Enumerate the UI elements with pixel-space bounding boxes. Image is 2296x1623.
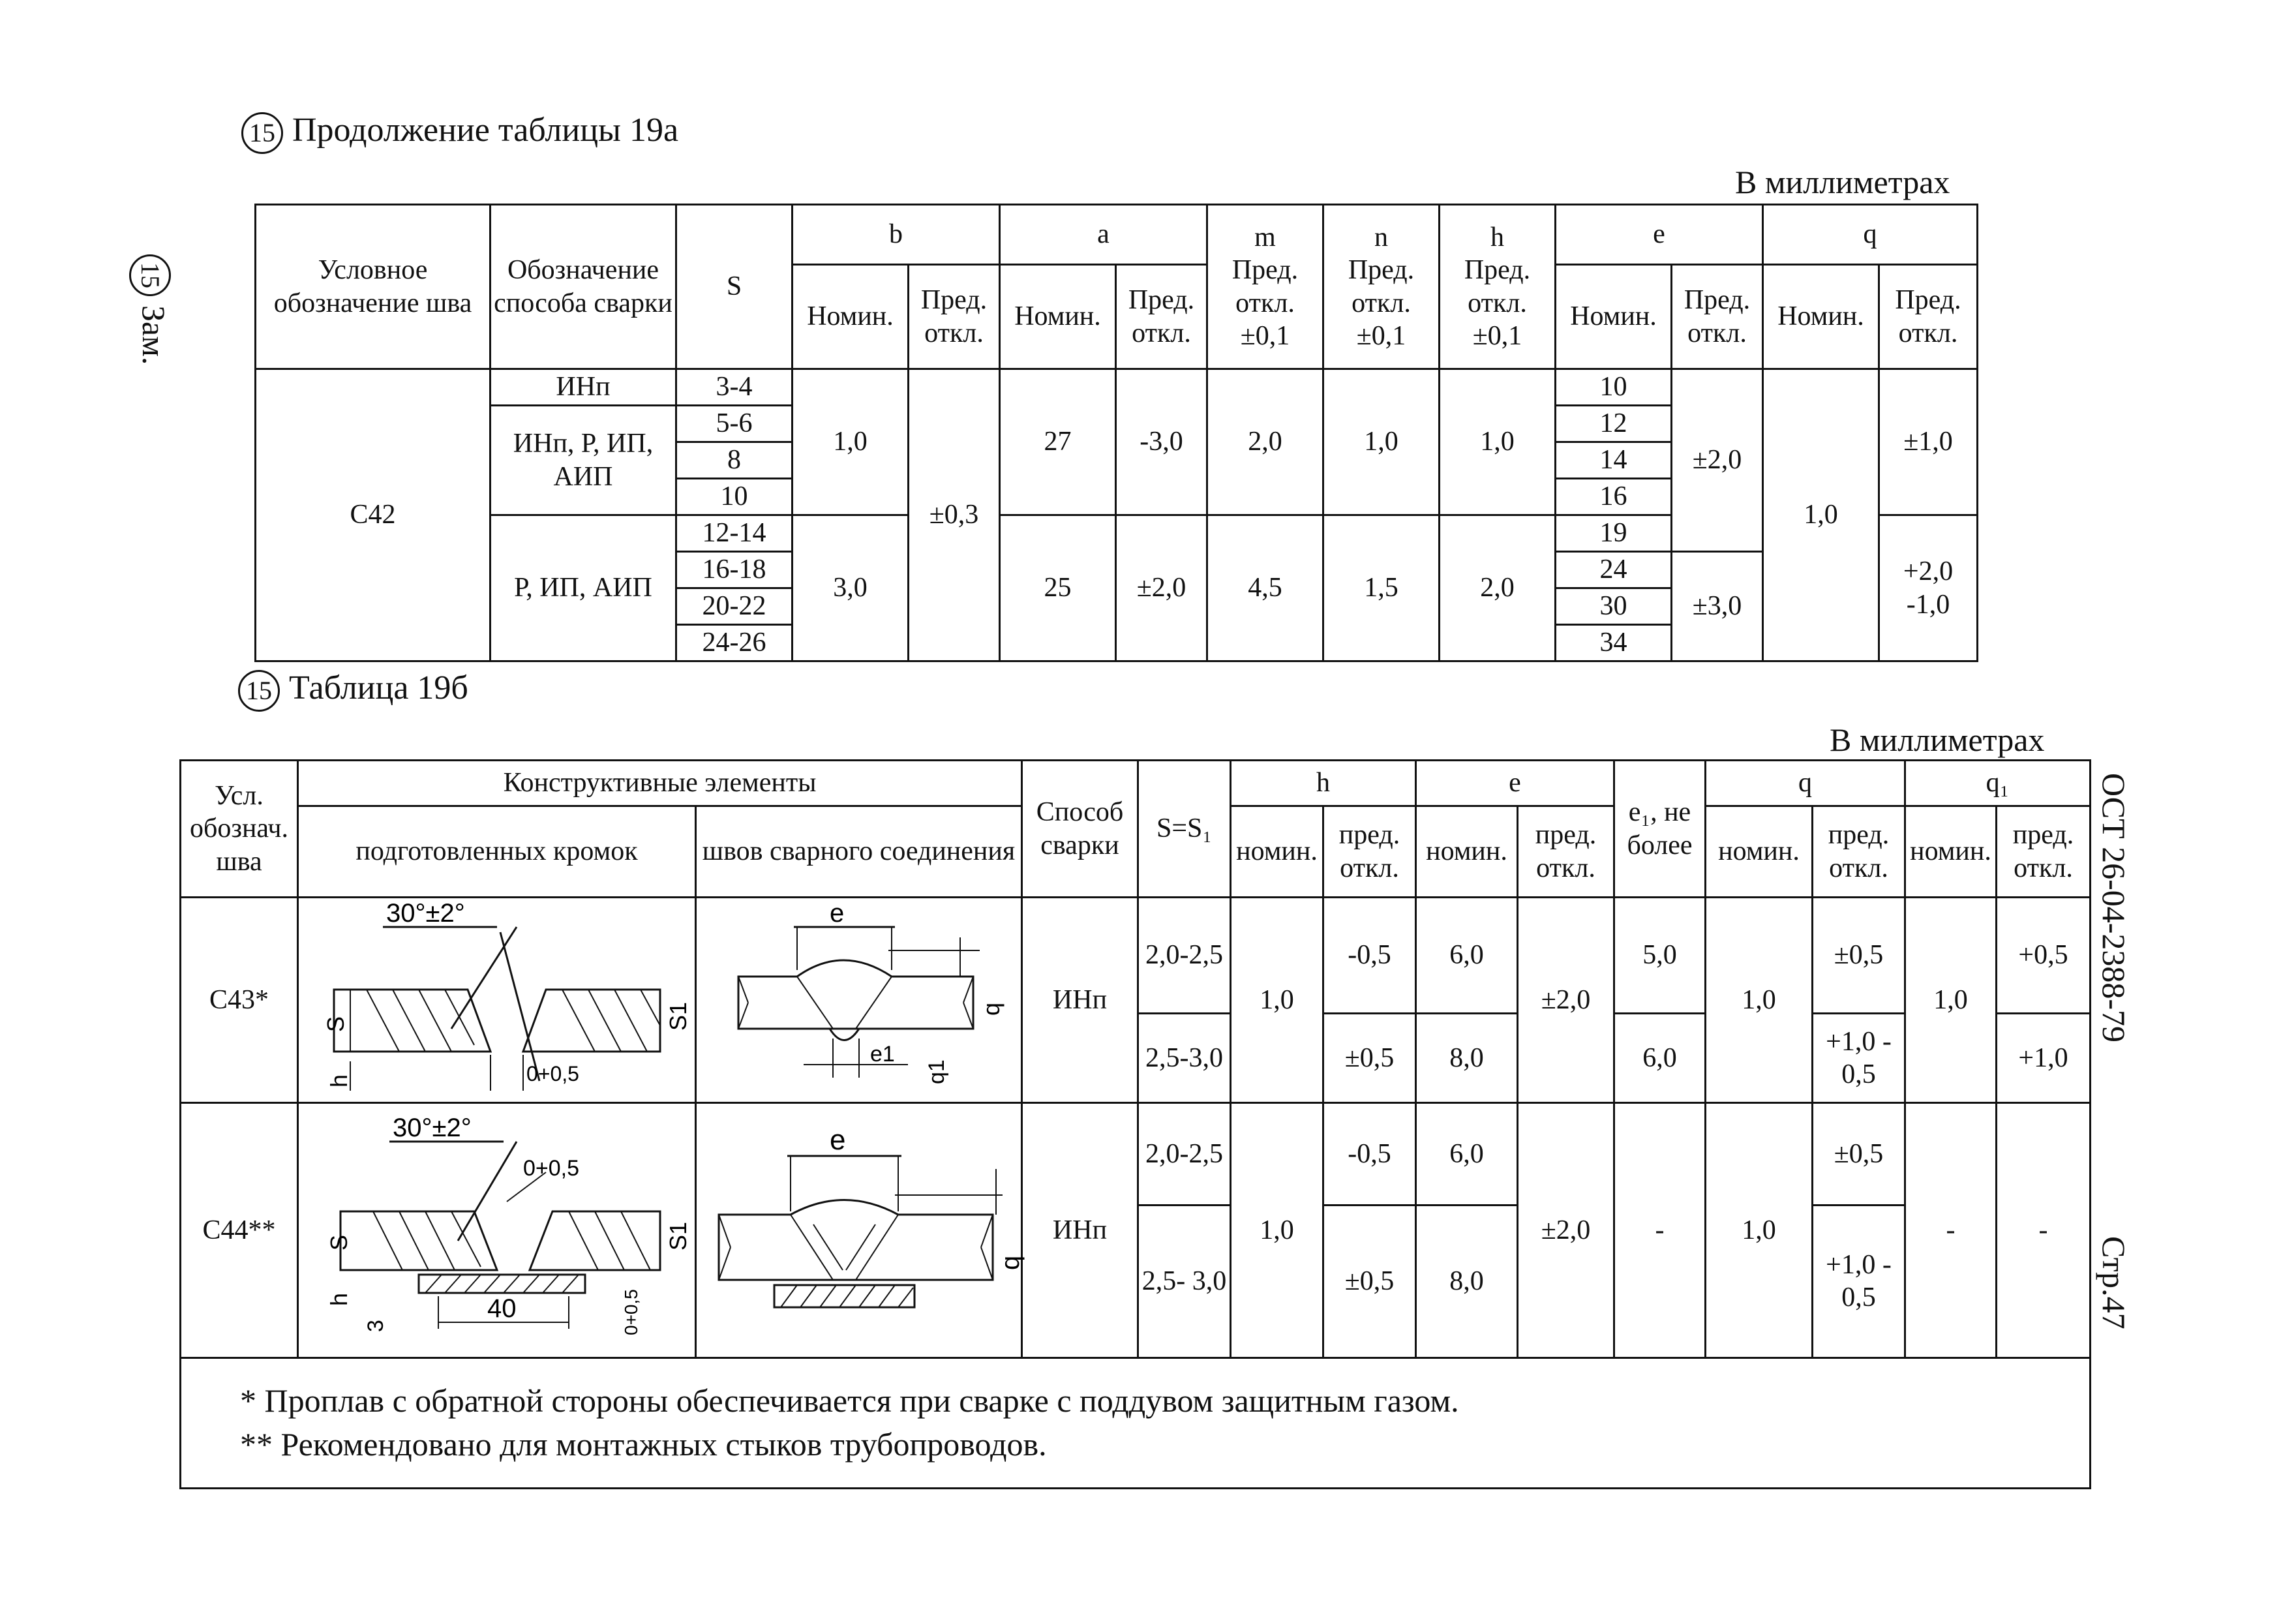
e1-cell: - xyxy=(1614,1103,1706,1358)
q1-dev-cell: +1,0 xyxy=(1997,1014,2091,1103)
e-nom-cell: 10 xyxy=(1556,369,1672,406)
e-label: e xyxy=(829,899,844,928)
h-label: h xyxy=(325,1293,352,1307)
header-b: b xyxy=(793,205,1000,265)
gap2-label: 0+0,5 xyxy=(620,1289,641,1336)
revision-circle: 15 xyxy=(129,254,171,296)
a-dev-cell: -3,0 xyxy=(1116,369,1207,515)
header-e: e xyxy=(1416,761,1614,806)
header-e1: e₁, не более xyxy=(1614,761,1706,898)
width-label: 40 xyxy=(487,1294,516,1324)
h-dev-cell: -0,5 xyxy=(1323,898,1416,1014)
c44-edges-svg xyxy=(301,1104,693,1348)
header-method: Обозначение способа сварки xyxy=(491,205,676,369)
q-nom-cell: 1,0 xyxy=(1706,1103,1813,1358)
s-cell: 12-14 xyxy=(676,515,793,552)
header-e-nom: Номин. xyxy=(1556,265,1672,369)
gap-label: 0+0,5 xyxy=(526,1062,579,1085)
s1-label: S1 xyxy=(664,1001,691,1031)
e-nom-cell: 14 xyxy=(1556,442,1672,479)
c43-joint-drawing xyxy=(696,898,1022,1103)
header-joint: швов сварного соединения xyxy=(696,806,1022,898)
h-cell: 2,0 xyxy=(1440,515,1556,661)
q-dev-cell: +2,0 -1,0 xyxy=(1879,515,1978,661)
gap-label: 0+0,5 xyxy=(522,1156,579,1181)
header-e: e xyxy=(1556,205,1763,265)
s-label: S xyxy=(325,1235,352,1251)
margin-mark-text: Зам. xyxy=(136,305,172,365)
header-e-dev: Пред. откл. xyxy=(1672,265,1763,369)
header-elements: Конструктивные элементы xyxy=(298,761,1022,806)
e-dev-cell: ±2,0 xyxy=(1518,1103,1614,1358)
table-19b xyxy=(179,759,2091,1489)
c44-edges-drawing xyxy=(298,1103,696,1358)
header-q-nom: номин. xyxy=(1706,806,1813,898)
seam-c44: С44** xyxy=(181,1103,298,1358)
method-cell: Р, ИП, АИП xyxy=(491,515,676,661)
e1-cell: 6,0 xyxy=(1614,1014,1706,1103)
header-e-nom: номин. xyxy=(1416,806,1518,898)
e-nom-cell: 34 xyxy=(1556,625,1672,661)
b-nom-cell: 1,0 xyxy=(793,369,909,515)
e-nom-cell: 8,0 xyxy=(1416,1014,1518,1103)
angle-label: 30°±2° xyxy=(385,899,465,928)
header-e-dev: пред. откл. xyxy=(1518,806,1614,898)
q-nom-cell: 1,0 xyxy=(1763,369,1879,661)
n-cell: 1,5 xyxy=(1323,515,1440,661)
side-doc-label: ОСТ 26-04-2388-79 xyxy=(2096,773,2132,1043)
h-dev-cell: ±0,5 xyxy=(1323,1205,1416,1358)
q-dev-cell: +1,0 - 0,5 xyxy=(1813,1014,1905,1103)
q-dev-cell: ±0,5 xyxy=(1813,1103,1905,1205)
notes-cell xyxy=(181,1358,2091,1488)
note-2: ** Рекомендовано для монтажных стыков трубопроводов. xyxy=(240,1426,1047,1463)
e-nom-cell: 8,0 xyxy=(1416,1205,1518,1358)
header-m: m Пред. откл. ±0,1 xyxy=(1207,205,1323,369)
header-h: h Пред. откл. ±0,1 xyxy=(1440,205,1556,369)
e1-cell: 5,0 xyxy=(1614,898,1706,1014)
h-dev-cell: -0,5 xyxy=(1323,1103,1416,1205)
table-19a-title: Продолжение таблицы 19а xyxy=(292,112,679,149)
angle-label: 30°±2° xyxy=(392,1114,472,1143)
h-nom-cell: 1,0 xyxy=(1231,1103,1323,1358)
e1-label: e1 xyxy=(869,1042,895,1067)
q1-dev-cell: - xyxy=(1997,1103,2091,1358)
e-nom-cell: 6,0 xyxy=(1416,1103,1518,1205)
q-dev-cell: ±1,0 xyxy=(1879,369,1978,515)
s-cell: 2,0-2,5 xyxy=(1138,898,1231,1014)
q-label: q xyxy=(995,1256,1025,1271)
header-edges: подготовленных кромок xyxy=(298,806,696,898)
e-nom-cell: 6,0 xyxy=(1416,898,1518,1014)
m-cell: 4,5 xyxy=(1207,515,1323,661)
table-19a-units: В миллиметрах xyxy=(1735,164,1950,200)
header-a-dev: Пред. откл. xyxy=(1116,265,1207,369)
q-label: q xyxy=(977,1002,1004,1016)
header-b-dev: Пред. откл. xyxy=(909,265,1000,369)
b-nom-cell: 3,0 xyxy=(793,515,909,661)
n-cell: 1,0 xyxy=(1323,369,1440,515)
table-19a xyxy=(254,204,1978,662)
header-a-nom: Номин. xyxy=(1000,265,1116,369)
s-cell: 20-22 xyxy=(676,588,793,625)
h-cell: 1,0 xyxy=(1440,369,1556,515)
q1-nom-cell: - xyxy=(1905,1103,1997,1358)
m-cell: 2,0 xyxy=(1207,369,1323,515)
c44-joint-drawing xyxy=(696,1103,1025,1358)
header-q-nom: Номин. xyxy=(1763,265,1879,369)
header-q1: q₁ xyxy=(1905,761,2091,806)
header-q: q xyxy=(1763,205,1978,265)
note-1: * Проплав с обратной стороны обеспечивается при сварке с поддувом защитным газом. xyxy=(240,1382,1459,1419)
s-cell: 2,5-3,0 xyxy=(1138,1014,1231,1103)
q1-dev-cell: +0,5 xyxy=(1997,898,2091,1014)
header-q-dev: Пред. откл. xyxy=(1879,265,1978,369)
c44-joint-svg xyxy=(699,1104,1025,1348)
a-dev-cell: ±2,0 xyxy=(1116,515,1207,661)
header-q1-dev: пред. откл. xyxy=(1997,806,2091,898)
header-s: S=S₁ xyxy=(1138,761,1231,898)
s-cell: 10 xyxy=(676,479,793,515)
q-dev-cell: +1,0 - 0,5 xyxy=(1813,1205,1905,1358)
table-19b-title: Таблица 19б xyxy=(289,669,468,706)
header-q-dev: пред. откл. xyxy=(1813,806,1905,898)
method-cell: ИНп xyxy=(1022,1103,1138,1358)
header-q1-nom: номин. xyxy=(1905,806,1997,898)
e-nom-cell: 30 xyxy=(1556,588,1672,625)
e-nom-cell: 19 xyxy=(1556,515,1672,552)
method-cell: ИНп xyxy=(1022,898,1138,1103)
h-label: h xyxy=(325,1074,352,1087)
h-dev-cell: ±0,5 xyxy=(1323,1014,1416,1103)
revision-circle: 15 xyxy=(241,112,283,154)
revision-circle: 15 xyxy=(238,670,280,712)
table-19b-units: В миллиметрах xyxy=(1830,721,2045,758)
header-a: a xyxy=(1000,205,1207,265)
header-designation: Условное обозначение шва xyxy=(256,205,491,369)
e-label: e xyxy=(829,1124,845,1157)
seam-c42: С42 xyxy=(256,369,491,661)
e-dev-cell: ±2,0 xyxy=(1672,369,1763,552)
e-dev-cell: ±2,0 xyxy=(1518,898,1614,1103)
c43-edges-drawing xyxy=(298,898,696,1103)
s-cell: 3-4 xyxy=(676,369,793,406)
e-nom-cell: 16 xyxy=(1556,479,1672,515)
s1-label: S1 xyxy=(664,1222,691,1251)
b-dev-cell: ±0,3 xyxy=(909,369,1000,661)
q1-label: q1 xyxy=(924,1059,949,1084)
table-19b-caption xyxy=(238,669,468,712)
header-s: S xyxy=(676,205,793,369)
header-n: n Пред. откл. ±0,1 xyxy=(1323,205,1440,369)
header-method: Способ сварки xyxy=(1022,761,1138,898)
header-b-nom: Номин. xyxy=(793,265,909,369)
header-h-nom: номин. xyxy=(1231,806,1323,898)
s-cell: 5-6 xyxy=(676,406,793,442)
header-designation: Усл. обознач. шва xyxy=(181,761,298,898)
s-cell: 16-18 xyxy=(676,552,793,588)
a-nom-cell: 27 xyxy=(1000,369,1116,515)
s-cell: 24-26 xyxy=(676,625,793,661)
header-q: q xyxy=(1706,761,1905,806)
c43-joint-svg xyxy=(699,898,1019,1094)
header-h-dev: пред. откл. xyxy=(1323,806,1416,898)
c43-edges-svg xyxy=(301,898,693,1094)
header-h: h xyxy=(1231,761,1416,806)
e-dev-cell: ±3,0 xyxy=(1672,552,1763,661)
table-19a-caption xyxy=(241,111,678,154)
q1-nom-cell: 1,0 xyxy=(1905,898,1997,1103)
e-nom-cell: 12 xyxy=(1556,406,1672,442)
s-cell: 2,0-2,5 xyxy=(1138,1103,1231,1205)
s-cell: 2,5- 3,0 xyxy=(1138,1205,1231,1358)
s-cell: 8 xyxy=(676,442,793,479)
seam-c43: С43* xyxy=(181,898,298,1103)
method-cell: ИНп xyxy=(491,369,676,406)
method-cell: ИНп, Р, ИП, АИП xyxy=(491,406,676,515)
side-page-label: Стр.47 xyxy=(2096,1236,2132,1329)
q-dev-cell: ±0,5 xyxy=(1813,898,1905,1014)
three-label: 3 xyxy=(363,1320,388,1333)
s-label: S xyxy=(322,1016,349,1032)
q-nom-cell: 1,0 xyxy=(1706,898,1813,1103)
e-nom-cell: 24 xyxy=(1556,552,1672,588)
a-nom-cell: 25 xyxy=(1000,515,1116,661)
h-nom-cell: 1,0 xyxy=(1231,898,1323,1103)
